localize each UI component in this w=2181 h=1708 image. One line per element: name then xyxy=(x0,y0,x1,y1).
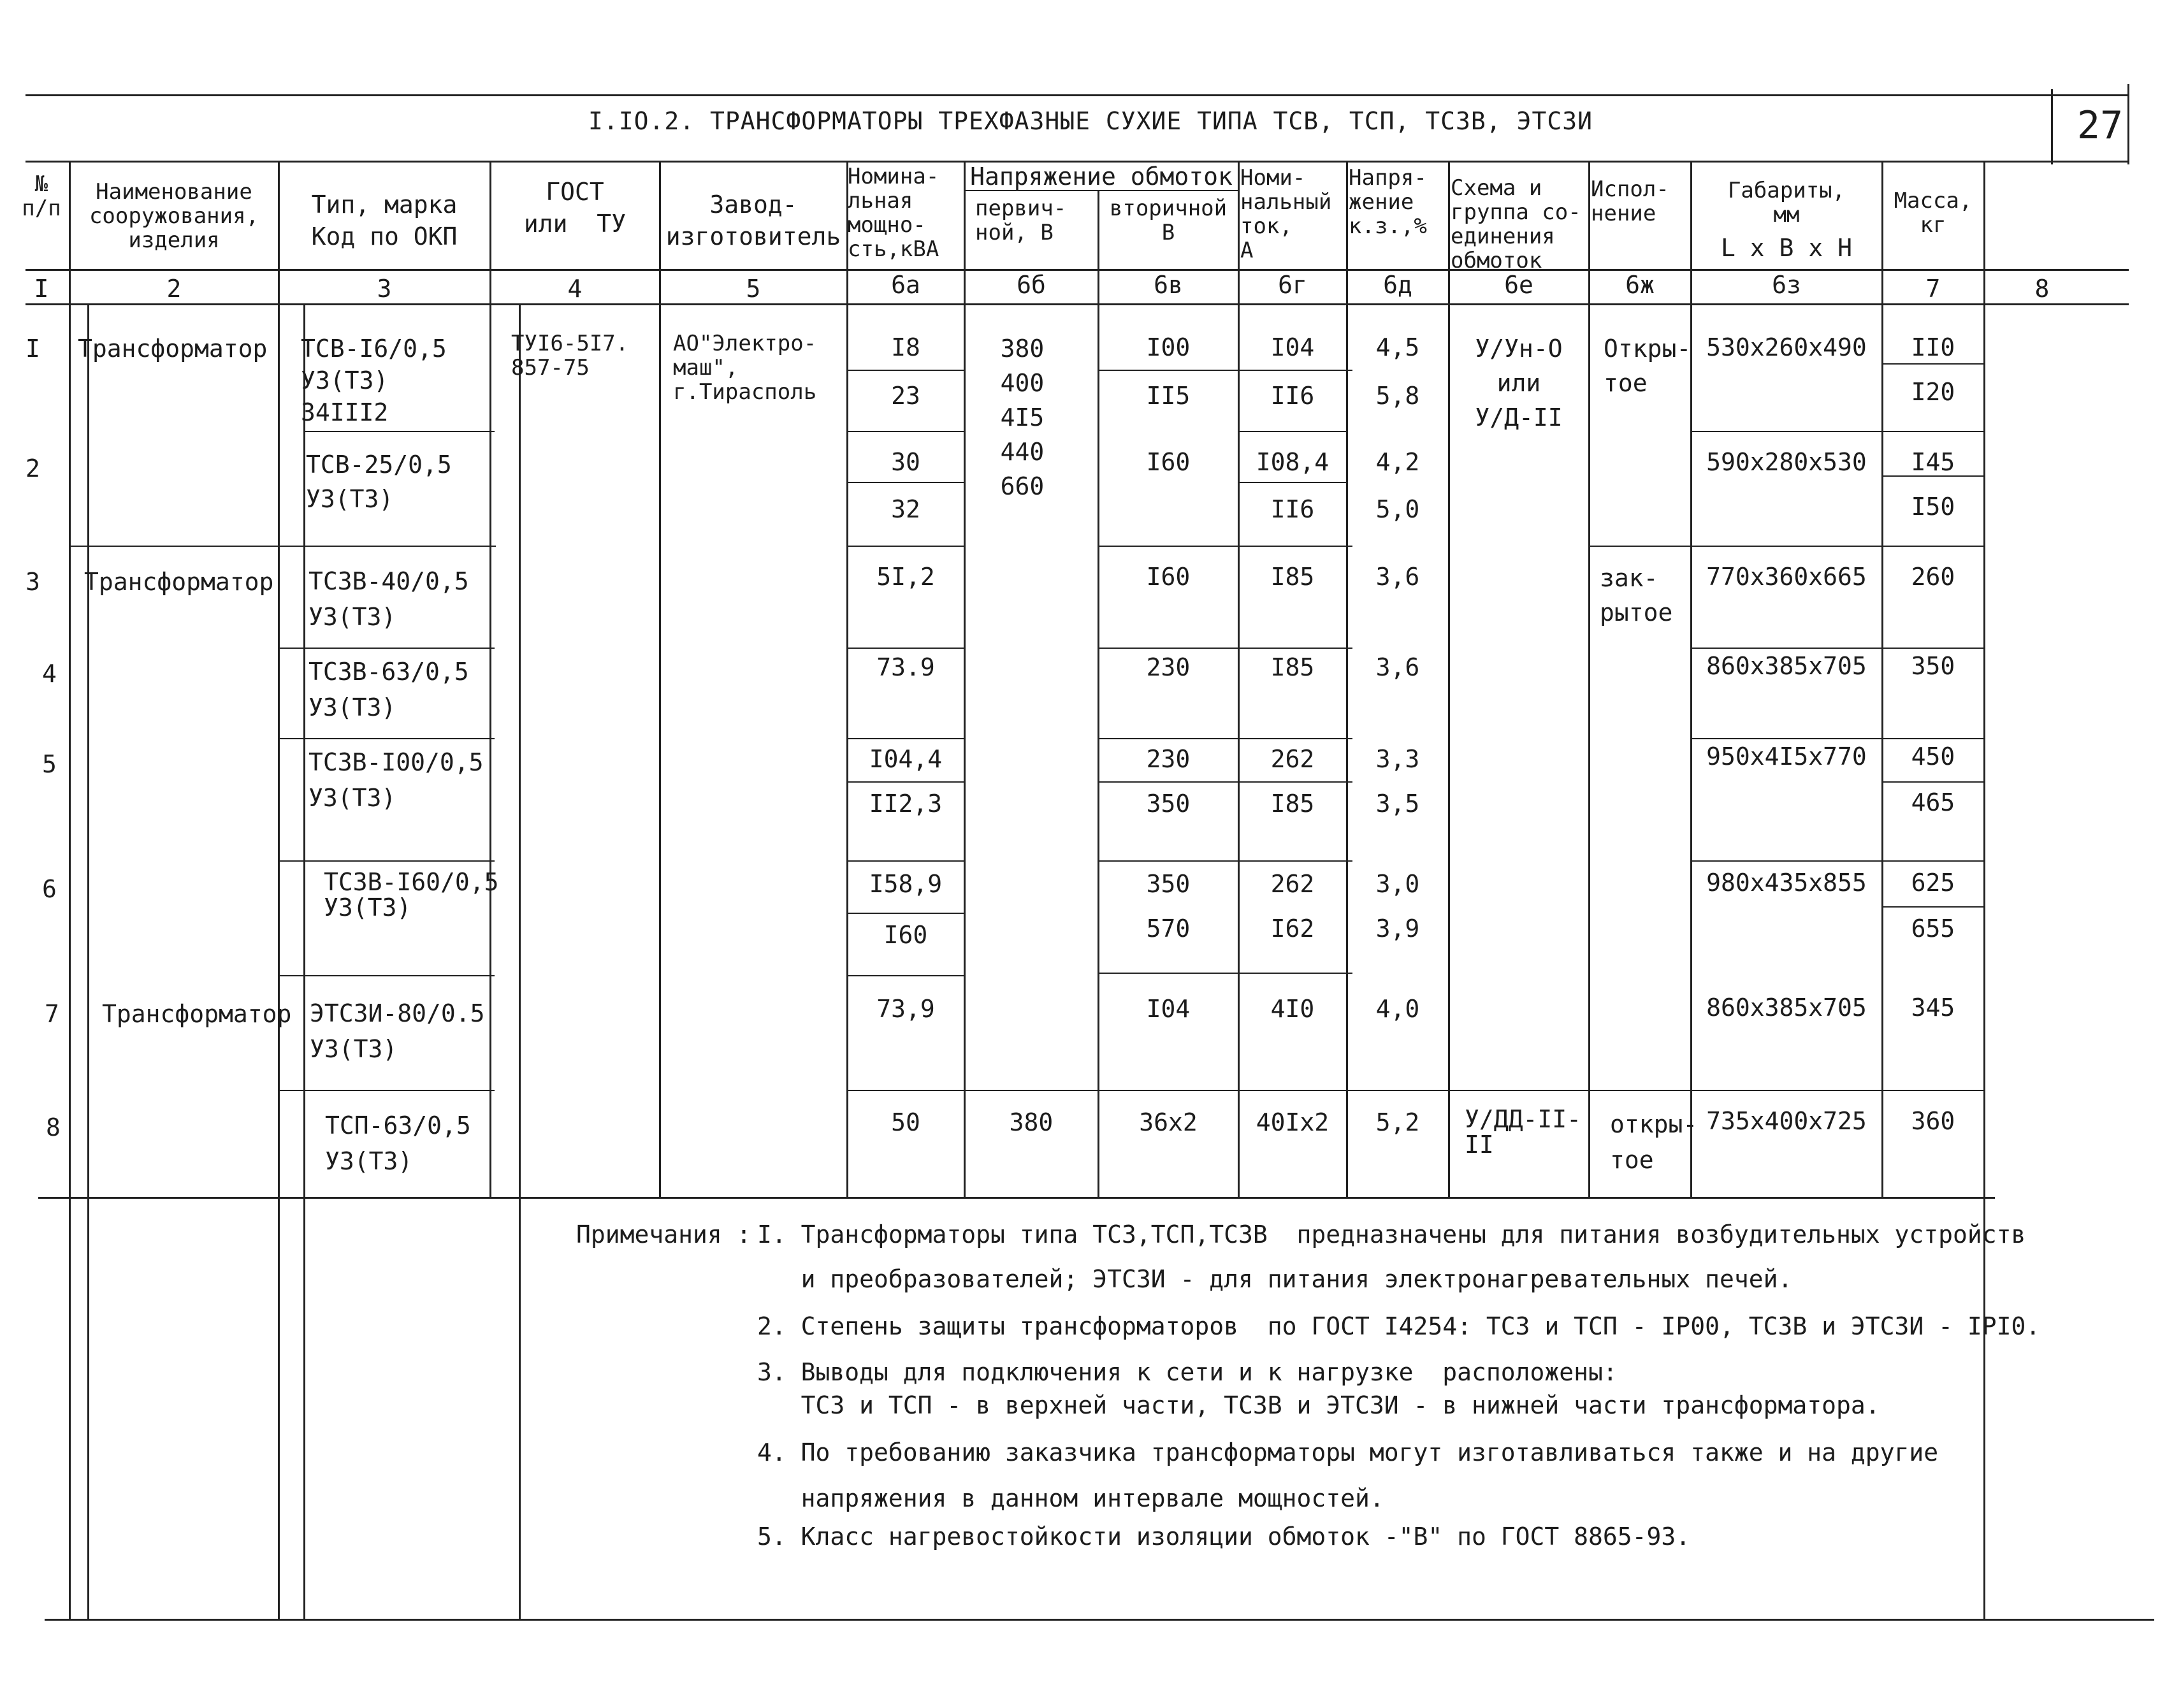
row-number: 3 xyxy=(25,568,40,596)
row-rule xyxy=(846,860,965,862)
power-value: 73,9 xyxy=(876,995,935,1023)
header-dimensions: Габариты, мм xyxy=(1727,178,1846,228)
header-maker: Завод- изготовитель xyxy=(665,191,841,250)
rated-current: I04 xyxy=(1270,333,1315,361)
secondary-voltage: I60 xyxy=(1146,448,1191,476)
power-value: I60 xyxy=(883,921,928,949)
power-value: 73.9 xyxy=(876,653,935,681)
gost-ref: ТУI6-5I7. 857-75 xyxy=(511,331,629,380)
power-value: I04,4 xyxy=(869,745,943,773)
row-rule xyxy=(1098,738,1352,739)
equipment-name: Трансформатор xyxy=(78,335,268,363)
header-secondary: вторичной В xyxy=(1109,196,1228,245)
rated-current: 4I0 xyxy=(1270,995,1315,1023)
rated-current: I08,4 xyxy=(1256,448,1330,476)
dimensions: 590x280x530 xyxy=(1706,448,1867,476)
note-line: 5. Класс нагревостойкости изоляции обмоток -"В" по ГОСТ 8865-93. xyxy=(757,1523,1691,1551)
secondary-voltage: 570 xyxy=(1146,915,1191,943)
rated-current: I85 xyxy=(1270,653,1315,681)
col-number: 6в xyxy=(1154,271,1183,299)
row-rule xyxy=(1690,738,1983,739)
row-rule xyxy=(1588,546,1983,547)
col-number: 6д xyxy=(1383,271,1412,299)
dimensions: 770x360x665 xyxy=(1706,563,1867,591)
col-number: 8 xyxy=(2034,275,2050,303)
header-execution: Испол- нение xyxy=(1591,177,1669,226)
col-number: 6з xyxy=(1772,271,1801,299)
row-rule xyxy=(846,781,965,783)
mass-value: 260 xyxy=(1911,563,1955,591)
top-rule xyxy=(25,94,2129,96)
mass-value: 450 xyxy=(1911,742,1955,771)
short-circuit-voltage: 5,8 xyxy=(1375,382,1420,410)
type-mark: ТСЗВ-63/0,5 УЗ(ТЗ) xyxy=(308,658,469,721)
short-circuit-voltage: 5,0 xyxy=(1375,495,1420,523)
header-dimensions-lbh: L x B x H xyxy=(1721,234,1852,262)
header-short-circuit: Напря- жение к.з.,% xyxy=(1349,165,1427,239)
mass-value: 345 xyxy=(1911,994,1955,1022)
row-rule xyxy=(846,975,965,976)
col-number: 6г xyxy=(1278,271,1307,299)
type-mark: ТСЗВ-I00/0,5 УЗ(ТЗ) xyxy=(308,748,484,812)
row-rule xyxy=(846,648,965,649)
dimensions: 735x400x725 xyxy=(1706,1107,1867,1135)
mass-value: 360 xyxy=(1911,1107,1955,1135)
header-voltage: Напряжение обмоток xyxy=(970,163,1233,191)
row-number: 5 xyxy=(42,750,57,778)
dimensions: 860x385x705 xyxy=(1706,994,1867,1022)
row-rule xyxy=(1098,370,1352,371)
mass-value: 625 xyxy=(1911,869,1955,897)
row-rule xyxy=(846,913,965,914)
row-number: I xyxy=(25,335,40,363)
row-rule xyxy=(1098,860,1352,862)
power-value: I58,9 xyxy=(869,870,943,898)
power-value: 32 xyxy=(891,495,920,523)
connection-scheme: У/Ун-О или У/Д-II xyxy=(1475,335,1563,431)
type-mark: ТСЗВ-40/0,5 УЗ(ТЗ) xyxy=(308,567,469,631)
short-circuit-voltage: 3,9 xyxy=(1375,915,1420,943)
dimensions: 950x4I5x770 xyxy=(1706,742,1867,771)
power-value: 30 xyxy=(891,448,920,476)
primary-voltage: 380 xyxy=(1009,1108,1054,1136)
row-rule xyxy=(1881,363,1983,365)
table-bottom-rule xyxy=(45,1619,2154,1621)
type-mark: ТСВ-I6/0,5 УЗ(ТЗ) 34III2 xyxy=(301,335,447,426)
header-num: № п/п xyxy=(22,171,61,221)
col-number: I xyxy=(34,275,49,303)
power-value: II2,3 xyxy=(869,790,943,818)
row-rule xyxy=(846,370,965,371)
col-number: 4 xyxy=(567,275,583,303)
secondary-voltage: I60 xyxy=(1146,563,1191,591)
mass-value: 655 xyxy=(1911,915,1955,943)
secondary-voltage: I00 xyxy=(1146,333,1191,361)
mass-value: I50 xyxy=(1911,493,1955,521)
type-mark: ТСП-63/0,5 УЗ(ТЗ) xyxy=(325,1111,471,1175)
short-circuit-voltage: 3,5 xyxy=(1375,790,1420,818)
row-number: 4 xyxy=(42,660,57,688)
row-rule xyxy=(1098,973,1352,974)
primary-voltage: 380 400 4I5 440 660 xyxy=(1000,335,1045,500)
type-mark: ЭТСЗИ-80/0.5 УЗ(ТЗ) xyxy=(310,999,485,1063)
mass-value: I45 xyxy=(1911,448,1955,476)
col-line xyxy=(519,303,521,1620)
col-line xyxy=(659,161,661,1197)
secondary-voltage: 230 xyxy=(1146,653,1191,681)
row-rule xyxy=(69,546,496,547)
col-number: 5 xyxy=(746,275,761,303)
secondary-voltage: 350 xyxy=(1146,870,1191,898)
row-rule xyxy=(1690,648,1983,649)
rated-current: 40Ix2 xyxy=(1256,1108,1330,1136)
row-rule xyxy=(303,431,495,432)
row-rule xyxy=(278,738,495,739)
short-circuit-voltage: 3,3 xyxy=(1375,745,1420,773)
secondary-voltage: 350 xyxy=(1146,790,1191,818)
row-rule xyxy=(1238,482,1346,483)
note-line: и преобразователей; ЭТСЗИ - для питания электронагревательных печей. xyxy=(757,1265,1793,1293)
row-rule xyxy=(846,482,965,483)
rated-current: I85 xyxy=(1270,790,1315,818)
note-line: 4. По требованию заказчика трансформаторы могут изготавливаться также и на другие xyxy=(757,1438,1939,1466)
short-circuit-voltage: 3,6 xyxy=(1375,653,1420,681)
rows-bottom-rule xyxy=(38,1197,1995,1199)
row-number: 7 xyxy=(45,1000,59,1028)
dimensions: 980x435x855 xyxy=(1706,869,1867,897)
note-line: 2. Степень защиты трансформаторов по ГОСТ I4254: ТСЗ и ТСП - IP00, ТСЗВ и ЭТСЗИ - IPI0. xyxy=(757,1312,2041,1340)
row-number: 6 xyxy=(42,875,57,903)
rated-current: 262 xyxy=(1270,745,1315,773)
row-rule xyxy=(278,648,495,649)
col-line xyxy=(1448,161,1450,1197)
dimensions: 860x385x705 xyxy=(1706,652,1867,680)
short-circuit-voltage: 5,2 xyxy=(1375,1108,1420,1136)
row-rule xyxy=(846,1090,1983,1091)
row-number: 2 xyxy=(25,454,40,482)
col-line xyxy=(1983,161,1985,1620)
col-number: 2 xyxy=(166,275,182,303)
rated-current: II6 xyxy=(1270,495,1315,523)
row-rule xyxy=(846,431,965,432)
header-power: Номина- льная мощно- сть,кВА xyxy=(848,164,939,262)
header-scheme: Схема и группа со- единения обмоток xyxy=(1451,175,1581,273)
execution-type: Откры- тое xyxy=(1604,335,1692,397)
row-number: 8 xyxy=(46,1113,61,1141)
rated-current: I62 xyxy=(1270,915,1315,943)
power-value: 50 xyxy=(891,1108,920,1136)
short-circuit-voltage: 3,0 xyxy=(1375,870,1420,898)
note-line: ТСЗ и ТСП - в верхней части, ТСЗВ и ЭТСЗИ - в нижней части трансформатора. xyxy=(757,1391,1880,1419)
row-rule xyxy=(278,1090,495,1091)
row-rule xyxy=(1098,781,1352,783)
row-rule xyxy=(846,546,965,547)
short-circuit-voltage: 4,2 xyxy=(1375,448,1420,476)
col-line xyxy=(489,161,491,1197)
header-primary: первич- ной, В xyxy=(975,196,1067,245)
short-circuit-voltage: 4,0 xyxy=(1375,995,1420,1023)
row-rule xyxy=(1690,860,1983,862)
dimensions: 530x260x490 xyxy=(1706,333,1867,361)
col-line xyxy=(278,161,280,1620)
row-rule xyxy=(1881,781,1983,783)
type-mark: ТСЗВ-I60/0,5 УЗ(ТЗ) xyxy=(324,868,499,922)
row-rule xyxy=(1098,546,1352,547)
secondary-voltage: 230 xyxy=(1146,745,1191,773)
execution-type: зак- рытое xyxy=(1600,564,1673,626)
row-rule xyxy=(1690,431,1983,432)
power-value: 23 xyxy=(891,382,920,410)
note-line: 3. Выводы для подключения к сети и к нагрузке расположены: xyxy=(757,1358,1618,1386)
notes-label: Примечания : xyxy=(576,1220,751,1248)
col-line xyxy=(964,161,966,1197)
header-type: Тип, марка Код по ОКП xyxy=(311,191,458,250)
short-circuit-voltage: 3,6 xyxy=(1375,563,1420,591)
connection-scheme: У/ДД-II- II xyxy=(1465,1105,1582,1159)
row-rule xyxy=(1238,431,1346,432)
rated-current: II6 xyxy=(1270,382,1315,410)
short-circuit-voltage: 4,5 xyxy=(1375,333,1420,361)
power-value: 5I,2 xyxy=(876,563,935,591)
header-current: Номи- нальный ток, А xyxy=(1240,165,1332,263)
header-name: Наименование сооружования, изделия xyxy=(89,179,259,253)
secondary-voltage: II5 xyxy=(1146,382,1191,410)
rated-current: 262 xyxy=(1270,870,1315,898)
mass-value: I20 xyxy=(1911,378,1955,406)
row-rule xyxy=(278,975,495,976)
mass-value: 465 xyxy=(1911,788,1955,816)
row-rule xyxy=(846,738,965,739)
col-line xyxy=(303,303,305,1620)
secondary-voltage: I04 xyxy=(1146,995,1191,1023)
col-number: 6а xyxy=(891,271,920,299)
page-number: 27 xyxy=(2076,103,2124,148)
execution-type: откры- тое xyxy=(1610,1110,1698,1174)
row-rule xyxy=(1881,906,1983,908)
col-number: 6е xyxy=(1504,271,1533,299)
col-number: 3 xyxy=(377,275,392,303)
col-number: 6ж xyxy=(1625,271,1655,299)
col-number: 6б xyxy=(1017,271,1046,299)
equipment-name: Трансформатор xyxy=(84,568,274,596)
col-line xyxy=(1588,161,1590,1197)
rated-current: I85 xyxy=(1270,563,1315,591)
power-value: I8 xyxy=(891,333,920,361)
mass-value: 350 xyxy=(1911,652,1955,680)
col-line xyxy=(87,303,89,1620)
row-rule xyxy=(1098,648,1352,649)
col-line xyxy=(69,161,71,1620)
note-line: I. Трансформаторы типа ТСЗ,ТСП,ТСЗВ предназначены для питания возбудительных устройств xyxy=(757,1220,2026,1248)
equipment-name: Трансформатор xyxy=(102,1000,292,1028)
note-line: напряжения в данном интервале мощностей. xyxy=(757,1484,1384,1512)
row-rule xyxy=(278,860,495,862)
mass-value: II0 xyxy=(1911,333,1955,361)
header-gost: ГОСТ или ТУ xyxy=(523,178,627,238)
col-number: 7 xyxy=(1925,275,1941,303)
manufacturer: АО"Электро- маш", г.Тирасполь xyxy=(673,331,817,405)
header-mass: Масса, кг xyxy=(1894,188,1973,238)
type-mark: ТСВ-25/0,5 УЗ(ТЗ) xyxy=(306,451,452,513)
table-title: I.IO.2. ТРАНСФОРМАТОРЫ ТРЕХФАЗНЫЕ СУХИЕ ТИПА ТСВ, ТСП, ТСЗВ, ЭТСЗИ xyxy=(588,107,1593,135)
secondary-voltage: 36x2 xyxy=(1139,1108,1198,1136)
